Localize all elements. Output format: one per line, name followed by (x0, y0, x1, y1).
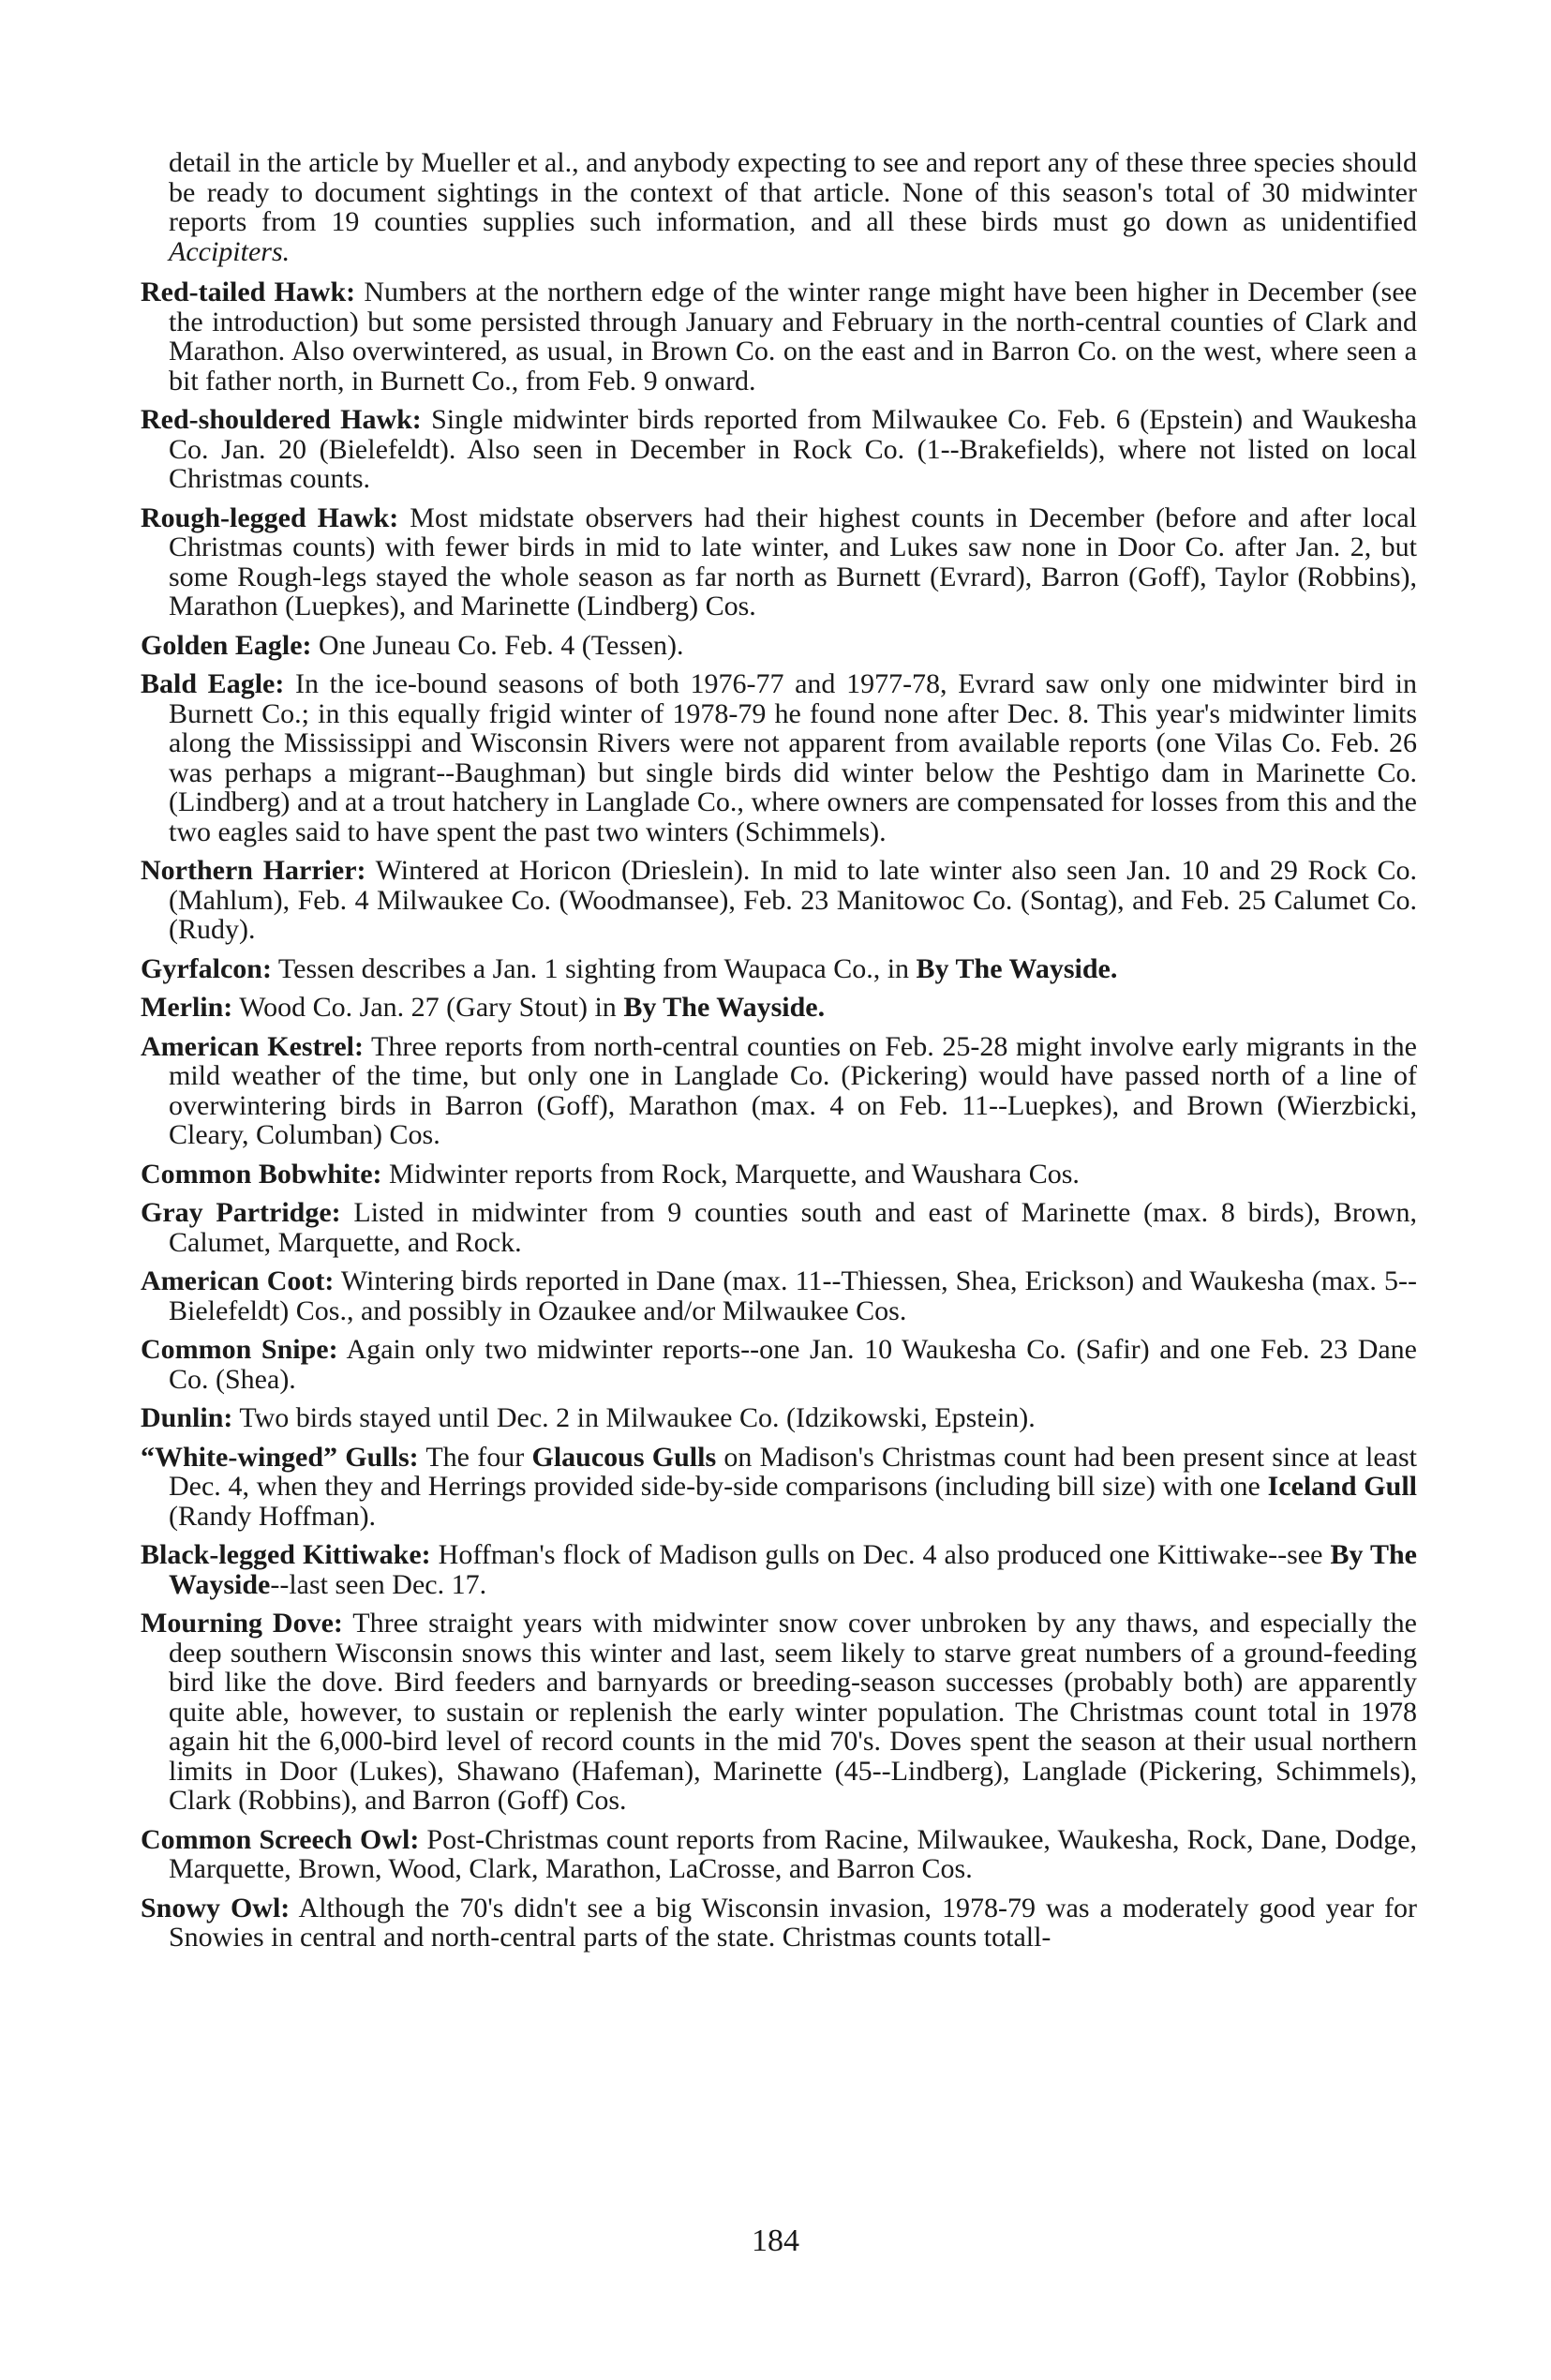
entry-text: The four (418, 1441, 532, 1473)
intro-italic: Accipiters. (169, 235, 291, 267)
page-body (141, 148, 1417, 1962)
species-name: Mourning Dove: (141, 1608, 343, 1639)
species-entry (141, 1825, 1417, 1884)
entry-text: Wintering birds reported in Dane (max. 11--Thiessen, Shea, Erickson) and Waukesha (max. 5--Bielefeldt) Cos., and possibly in Ozaukee and/or Milwaukee Cos. (169, 1265, 1417, 1326)
species-entry (141, 1443, 1417, 1532)
species-name: Black-legged Kittiwake: (141, 1539, 431, 1570)
species-entry (141, 631, 1417, 661)
species-entry (141, 1198, 1417, 1257)
cross-reference: By The Wayside. (916, 952, 1118, 984)
entry-text: Numbers at the northern edge of the winter range might have been higher in December (see the introduction) but some persisted through January and February in the north-central counties of Clark and Marathon. Also overwintered, as usual, in Brown Co. on the east and in Barron Co. on the west, where seen a bit father north, in Burnett Co., from Feb. 9 onward. (169, 277, 1417, 397)
species-name: Bald Eagle: (141, 668, 285, 699)
species-name: “White-winged” Gulls: (141, 1441, 419, 1473)
species-highlight: Glaucous Gulls (531, 1441, 717, 1473)
entry-text: Three straight years with midwinter snow cover unbroken by any thaws, and especially the deep southern Wisconsin snows this winter and last, seem likely to starve great numbers of a ground-feeding bird like the dove. Bird feeders and barnyards or breeding-season successes (probably both) are apparently quite able, however, to sustain or replenish the early winter population. The Christmas count total in 1978 again hit the 6,000-bird level of record counts in the mid 70's. Doves spent the season at their usual northern limits in Door (Lukes), Shawano (Hafeman), Marinette (45--Lindberg), Langlade (Pickering, Schimmels), Clark (Robbins), and Barron (Goff) Cos. (169, 1608, 1417, 1816)
entry-text: Hoffman's flock of Madison gulls on Dec. 4 also produced one Kittiwake--see (430, 1539, 1331, 1570)
entry-text: Although the 70's didn't see a big Wisconsin invasion, 1978-79 was a moderately good year for Snowies in central and north-central parts of the state. Christmas counts totall- (169, 1892, 1417, 1953)
entry-text: Listed in midwinter from 9 counties south and east of Marinette (max. 8 birds), Brown, Calumet, Marquette, and Rock. (169, 1197, 1418, 1258)
species-name: Snowy Owl: (141, 1892, 291, 1923)
entry-text: (Randy Hoffman). (169, 1500, 377, 1532)
entry-text: Post-Christmas count reports from Racine, Milwaukee, Waukesha, Rock, Dane, Dodge, Marquette, Brown, Wood, Clark, Marathon, LaCrosse, and Barron Cos. (169, 1823, 1418, 1884)
entry-text: Two birds stayed until Dec. 2 in Milwaukee Co. (Idzikowski, Epstein). (232, 1402, 1036, 1433)
page-number: 184 (752, 2223, 799, 2258)
species-highlight: Iceland Gull (1267, 1471, 1417, 1502)
species-entry (141, 1540, 1417, 1599)
species-entry (141, 1403, 1417, 1433)
intro-paragraph (141, 148, 1417, 266)
species-entry (141, 1335, 1417, 1394)
species-entry (141, 1266, 1417, 1325)
species-entry (141, 856, 1417, 945)
cross-reference: By The Wayside. (623, 992, 826, 1023)
species-entry (141, 669, 1417, 846)
entry-text: --last seen Dec. 17. (270, 1568, 487, 1600)
entry-text: Single midwinter birds reported from Milwaukee Co. Feb. 6 (Epstein) and Waukesha Co. Jan. 20 (Bielefeldt). Also seen in December in Rock Co. (1--Brakefields), where not listed on local Christmas counts. (169, 404, 1417, 494)
species-name: Gray Partridge: (141, 1197, 341, 1228)
intro-text: detail in the article by Mueller et al., and anybody expecting to see and report any of these three species should be ready to document sightings in the context of that article. None of this season's total of 30 midwinter reports from 19 counties supplies such information, and all these birds must go down as unidentified (169, 147, 1417, 237)
entry-text: Most midstate observers had their highest counts in December (before and after local Christmas counts) with fewer birds in mid to late winter, and Lukes saw none in Door Co. after Jan. 2, but some Rough-legs stayed the whole season as far north as Burnett (Evrard), Barron (Goff), Taylor (Robbins), Marathon (Luepkes), and Marinette (Lindberg) Cos. (169, 501, 1417, 621)
species-entry (141, 277, 1417, 396)
species-name: Rough-legged Hawk: (141, 501, 399, 533)
species-entry (141, 405, 1417, 494)
species-entry (141, 1894, 1417, 1953)
species-name: Golden Eagle: (141, 629, 312, 661)
species-entry (141, 1032, 1417, 1150)
species-name: Red-tailed Hawk: (141, 277, 356, 307)
entry-text: Tessen describes a Jan. 1 sighting from Waupaca Co., in (271, 952, 917, 984)
species-name: Dunlin: (141, 1402, 233, 1433)
entry-text: Wood Co. Jan. 27 (Gary Stout) in (232, 992, 624, 1023)
species-name: Common Bobwhite: (141, 1158, 382, 1190)
species-name: Common Snipe: (141, 1334, 338, 1365)
species-name: American Coot: (141, 1265, 335, 1296)
species-name: Merlin: (141, 992, 233, 1023)
species-name: Gyrfalcon: (141, 952, 272, 984)
species-name: Northern Harrier: (141, 855, 366, 886)
species-entry (141, 954, 1417, 984)
species-name: Common Screech Owl: (141, 1823, 420, 1855)
species-entry (141, 503, 1417, 621)
entry-text: Wintered at Horicon (Drieslein). In mid to late winter also seen Jan. 10 and 29 Rock Co. (Mahlum), Feb. 4 Milwaukee Co. (Woodmansee), Feb. 23 Manitowoc Co. (Sontag), and Feb. 25 Calumet Co. (Rudy). (169, 855, 1417, 945)
species-entry (141, 993, 1417, 1023)
species-entry (141, 1609, 1417, 1816)
entry-text: on Madison's Christmas count had been present since at least Dec. 4, when they and Herrings provided side-by-side comparisons (including bill size) with one (169, 1441, 1417, 1502)
cross-reference: By The Wayside (169, 1539, 1417, 1600)
entry-text: Again only two midwinter reports--one Jan. 10 Waukesha Co. (Safir) and one Feb. 23 Dane Co. (Shea). (169, 1334, 1417, 1395)
species-name: Red-shouldered Hawk: (141, 404, 422, 435)
species-name: American Kestrel: (141, 1030, 364, 1062)
species-entry (141, 1160, 1417, 1190)
entry-text: Three reports from north-central counties on Feb. 25-28 might involve early migrants in the mild weather of the time, but only one in Langlade Co. (Pickering) would have passed north of a line of overwintering birds in Barron (Goff), Marathon (max. 4 on Feb. 11--Luepkes), and Brown (Wierzbicki, Cleary, Columban) Cos. (169, 1030, 1417, 1150)
entry-text: Midwinter reports from Rock, Marquette, and Waushara Cos. (381, 1158, 1080, 1190)
entry-text: In the ice-bound seasons of both 1976-77 and 1977-78, Evrard saw only one midwinter bird in Burnett Co.; in this equally frigid winter of 1978-79 he found none after Dec. 8. This year's midwinter limits along the Mississippi and Wisconsin Rivers were not apparent from available reports (one Vilas Co. Feb. 26 was perhaps a migrant--Baughman) but single birds did winter below the Peshtigo dam in Marinette Co. (Lindberg) and at a trout hatchery in Langlade Co., where owners are compensated for losses from this and the two eagles said to have spent the past two winters (Schimmels). (169, 668, 1417, 847)
entry-text: One Juneau Co. Feb. 4 (Tessen). (311, 629, 684, 661)
